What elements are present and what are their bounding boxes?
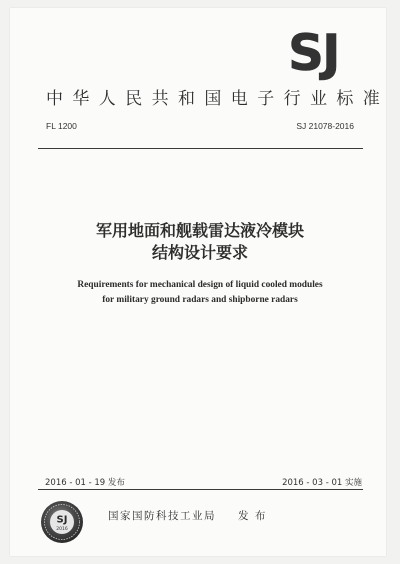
publisher-verb: 发 布 [238,510,267,522]
english-title [0,278,400,308]
english-title-line-2: for military ground radars and shipborne radars [102,295,298,305]
publisher [108,508,267,523]
standard-category-title: 中华人民共和国电子行业标准 [46,89,390,109]
english-title-line-1: Requirements for mechanical design of liquid cooled modules [77,280,323,290]
seal-year: 2016 [56,527,68,532]
standard-number: SJ 21078-2016 [296,121,354,131]
svg-text:SJ: SJ [56,514,68,526]
chinese-title-line-2: 结构设计要求 [151,243,248,262]
anti-counterfeit-seal-icon [40,500,84,544]
chinese-title [0,220,400,264]
chinese-title-line-1: 军用地面和舰载雷达液冷模块 [95,221,304,240]
ics-code: FL 1200 [46,121,77,131]
publisher-name: 国家国防科技工业局 [108,510,216,522]
sj-logo: SJ [288,24,339,82]
bottom-divider [38,489,363,490]
top-divider [38,148,363,149]
issue-date: 2016 - 01 - 19 发布 [45,478,125,488]
implementation-date: 2016 - 03 - 01 实施 [282,478,362,488]
